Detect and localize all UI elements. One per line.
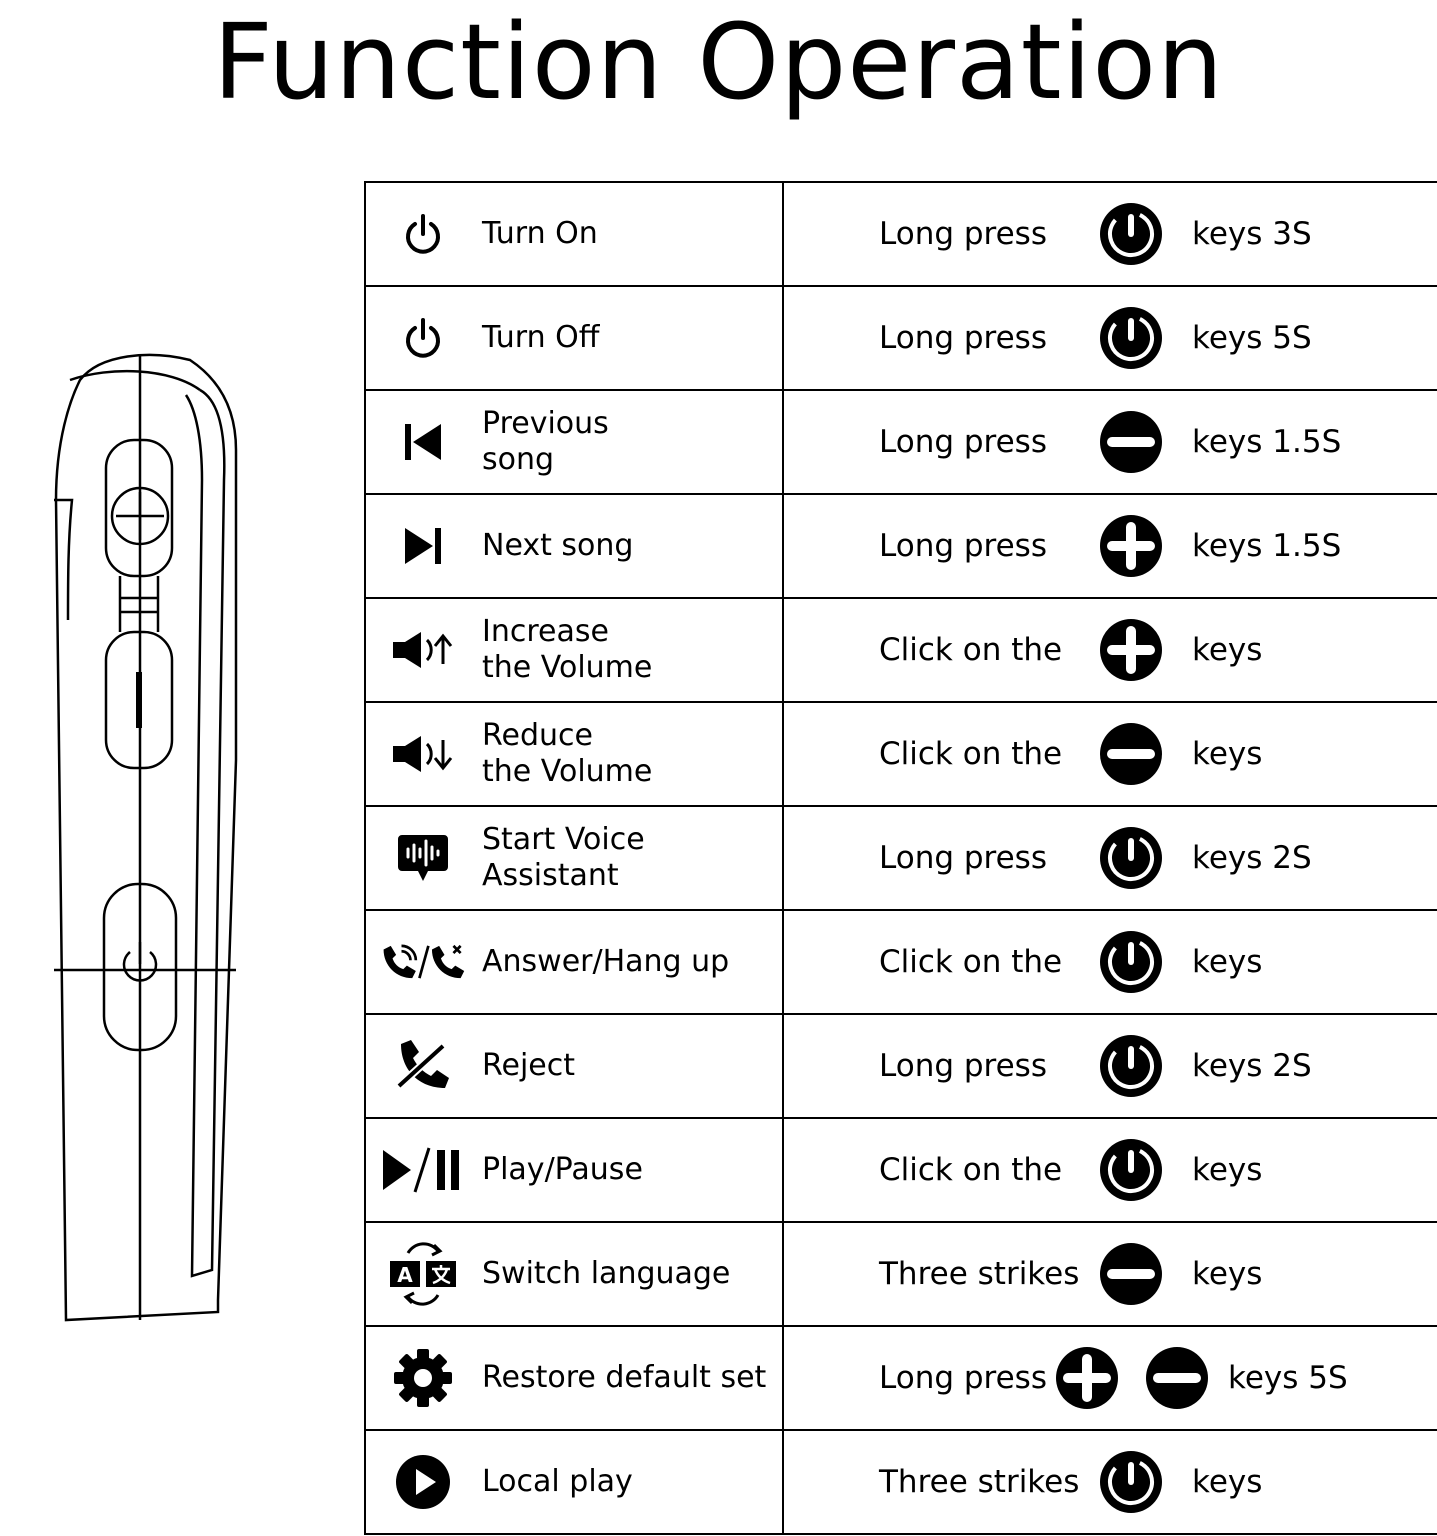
volume-down-icon (380, 722, 466, 786)
function-cell (365, 1222, 783, 1326)
operation-cell (783, 182, 1437, 286)
play-pause-icon (380, 1138, 466, 1202)
operation-cell (783, 1014, 1437, 1118)
operation-cell (783, 494, 1437, 598)
function-label-line: Previous (482, 406, 609, 441)
operation-keys: keys 2S (1192, 840, 1312, 876)
operation-action: Three strikes (879, 1256, 1080, 1292)
operation-keys: keys (1192, 1464, 1263, 1500)
table-row (365, 806, 1437, 910)
function-label (482, 1152, 643, 1188)
operation-keys: keys (1192, 632, 1263, 668)
gear-icon (380, 1346, 466, 1410)
function-label-line: Start Voice (482, 822, 645, 857)
operation-keys: keys (1192, 1152, 1263, 1188)
power-key-icon (1100, 931, 1162, 993)
switch-language-icon (380, 1242, 466, 1306)
reject-call-icon (380, 1034, 466, 1098)
svg-text:A: A (397, 1263, 413, 1287)
volume-up-icon (380, 618, 466, 682)
operation-keys: keys 1.5S (1192, 424, 1342, 460)
function-label (482, 320, 599, 356)
minus-key-icon (1100, 723, 1162, 785)
function-label-line: Reject (482, 1048, 576, 1083)
power-key-icon (1100, 1451, 1162, 1513)
function-label-line: Play/Pause (482, 1152, 643, 1187)
table-row (365, 286, 1437, 390)
function-label (482, 1464, 633, 1500)
plus-key-icon (1100, 619, 1162, 681)
operation-action: Long press (879, 1360, 1047, 1396)
function-label (482, 822, 645, 894)
function-label-line: Local play (482, 1464, 633, 1499)
function-label-line: Restore default set (482, 1360, 767, 1395)
function-label (482, 1256, 730, 1292)
function-label (482, 1048, 575, 1084)
function-cell (365, 598, 783, 702)
function-cell (365, 910, 783, 1014)
function-label-line: Reduce (482, 718, 593, 753)
page-title: Function Operation (213, 1, 1224, 123)
operation-cell (783, 702, 1437, 806)
function-cell (365, 1326, 783, 1430)
minus-key-icon (1100, 411, 1162, 473)
operation-cell (783, 910, 1437, 1014)
function-label (482, 528, 633, 564)
function-cell (365, 1430, 783, 1534)
operation-keys: keys 2S (1192, 1048, 1312, 1084)
operation-keys: keys (1192, 1256, 1263, 1292)
operation-keys: keys (1192, 944, 1263, 980)
operation-keys: keys 3S (1192, 216, 1312, 252)
function-label (482, 718, 652, 790)
power-key-icon (1100, 1035, 1162, 1097)
function-label-line: Turn Off (482, 320, 600, 355)
function-label-line: Switch language (482, 1256, 731, 1291)
operation-action: Click on the (879, 736, 1063, 772)
table-row (365, 910, 1437, 1014)
function-cell (365, 1118, 783, 1222)
power-key-icon (1100, 203, 1162, 265)
operation-cell (783, 1430, 1437, 1534)
operation-action: Three strikes (879, 1464, 1080, 1500)
operation-cell (783, 1326, 1437, 1430)
table-row (365, 494, 1437, 598)
operation-cell (783, 286, 1437, 390)
function-cell (365, 806, 783, 910)
table-row (365, 1118, 1437, 1222)
function-label-line: Assistant (482, 858, 619, 893)
operation-action: Long press (879, 320, 1047, 356)
function-cell (365, 390, 783, 494)
function-table (364, 181, 1437, 1535)
answer-hangup-icon (380, 930, 466, 994)
operation-action: Click on the (879, 1152, 1063, 1188)
function-label-line: the Volume (482, 754, 653, 789)
operation-cell (783, 1118, 1437, 1222)
table-row (365, 1222, 1437, 1326)
minus-key-icon (1100, 1243, 1162, 1305)
function-label (482, 614, 652, 686)
operation-keys: keys 1.5S (1192, 528, 1342, 564)
power-icon (380, 306, 466, 370)
previous-track-icon (380, 410, 466, 474)
operation-action: Long press (879, 840, 1047, 876)
operation-action: Long press (879, 216, 1047, 252)
function-label-line: song (482, 442, 555, 477)
table-row (365, 702, 1437, 806)
power-icon (380, 202, 466, 266)
function-label (482, 216, 598, 252)
operation-action: Long press (879, 528, 1047, 564)
table-row (365, 390, 1437, 494)
function-label-line: Next song (482, 528, 634, 563)
function-label-line: Increase (482, 614, 609, 649)
table-row (365, 598, 1437, 702)
function-cell (365, 182, 783, 286)
next-track-icon (380, 514, 466, 578)
operation-keys: keys (1192, 736, 1263, 772)
power-key-icon (1100, 827, 1162, 889)
function-label (482, 944, 729, 980)
minus-key-icon (1146, 1347, 1208, 1409)
operation-action: Click on the (879, 944, 1063, 980)
operation-cell (783, 390, 1437, 494)
local-play-icon (380, 1450, 466, 1514)
operation-action: Long press (879, 424, 1047, 460)
table-row (365, 1326, 1437, 1430)
function-cell (365, 494, 783, 598)
table-row (365, 182, 1437, 286)
operation-keys: keys 5S (1228, 1360, 1348, 1396)
function-cell (365, 1014, 783, 1118)
power-key-icon (1100, 1139, 1162, 1201)
function-label-line: Turn On (482, 216, 598, 251)
function-cell (365, 286, 783, 390)
operation-cell (783, 598, 1437, 702)
function-label (482, 406, 609, 478)
voice-assistant-icon (380, 826, 466, 890)
plus-key-icon (1056, 1347, 1118, 1409)
power-key-icon (1100, 307, 1162, 369)
plus-key-icon (1100, 515, 1162, 577)
function-cell (365, 702, 783, 806)
table-row (365, 1014, 1437, 1118)
operation-action: Long press (879, 1048, 1047, 1084)
function-label-line: Answer/Hang up (482, 944, 730, 979)
function-label-line: the Volume (482, 650, 653, 685)
device-illustration (40, 340, 260, 1330)
operation-action: Click on the (879, 632, 1063, 668)
operation-cell (783, 1222, 1437, 1326)
operation-keys: keys 5S (1192, 320, 1312, 356)
operation-cell (783, 806, 1437, 910)
function-label (482, 1360, 766, 1396)
table-row (365, 1430, 1437, 1534)
